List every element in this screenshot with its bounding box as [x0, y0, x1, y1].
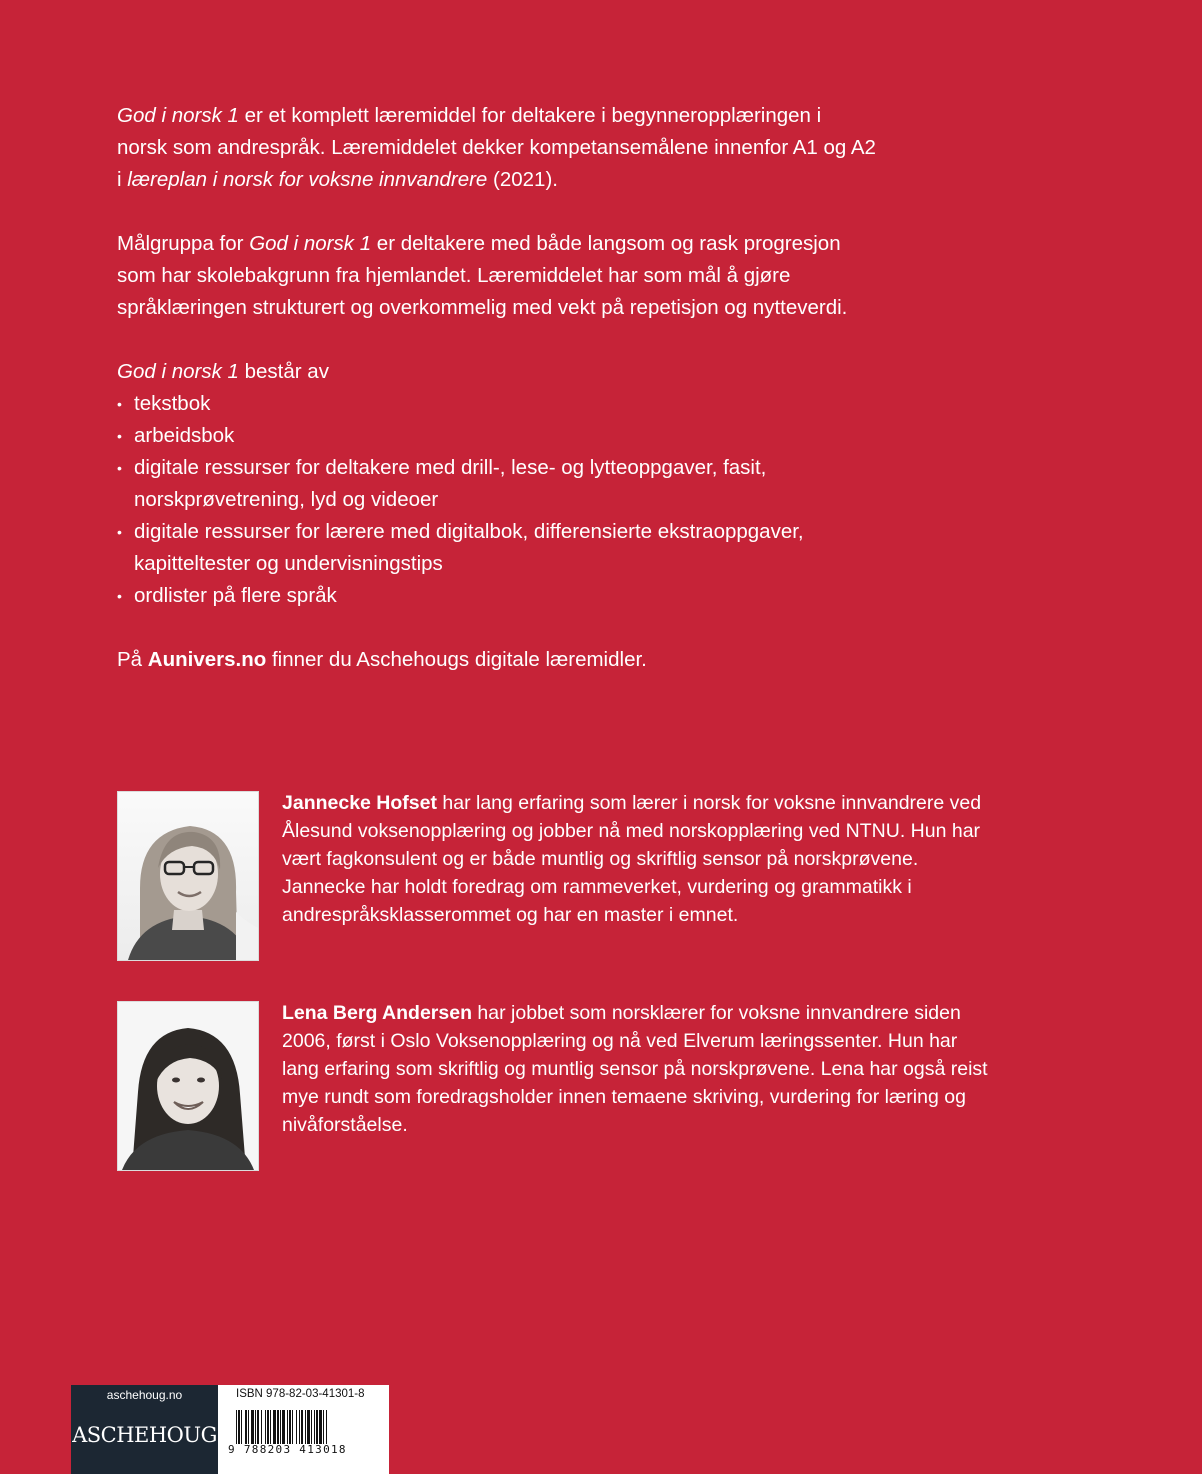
- curriculum-title: læreplan i norsk for voksne innvandrere: [127, 168, 488, 191]
- book-title: God i norsk 1: [249, 232, 372, 255]
- author-bio: Jannecke Hofset har lang erfaring som lærer i norsk for voksne innvandrere ved Ålesund voksenopplæring og jobber nå med norskopplæring ved NTNU. Hun har vært fagkonsulent og er både muntlig og skriftlig sensor på norskprøvene. Jannecke har holdt foredrag om rammeverket, vurdering og grammatikk i andrespråksklasserommet og har en master i emnet.: [282, 792, 982, 926]
- publisher-logo: ASCHEHOUG: [72, 1423, 217, 1447]
- components-list: [117, 388, 877, 612]
- list-item: • digitale ressurser for deltakere med drill-, lese- og lytteoppgaver, fasit, norskprøvetrening, lyd og videoer: [117, 452, 877, 516]
- author-name: Lena Berg Andersen: [282, 1002, 472, 1024]
- list-item: • arbeidsbok: [117, 420, 877, 452]
- back-cover-footer: [71, 1385, 389, 1474]
- website-name: Aunivers.no: [147, 648, 267, 671]
- description: [117, 100, 877, 708]
- isbn-block: [218, 1385, 389, 1474]
- author-name: Jannecke Hofset: [282, 792, 437, 814]
- list-item: • digitale ressurser for lærere med digitalbok, differensierte ekstraoppgaver, kapitteltester og undervisningstips: [117, 516, 877, 580]
- barcode-icon: [236, 1410, 379, 1444]
- author-photo: [117, 1001, 259, 1171]
- isbn-label: ISBN 978-82-03-41301-8: [236, 1388, 365, 1400]
- intro-paragraph-4: På Aunivers.no finner du Aschehougs digitale læremidler.: [117, 648, 647, 671]
- author-bio: Lena Berg Andersen har jobbet som norsklærer for voksne innvandrere siden 2006, først i Oslo Voksenopplæring og nå ved Elverum læringssenter. Hun har lang erfaring som skriftlig og muntlig sensor på norskprøvene. Lena har også reist mye rundt som foredragsholder innen temaene skriving, vurdering for læring og nivåforståelse.: [282, 1002, 988, 1136]
- intro-paragraph-2: Målgruppa for God i norsk 1 er deltakere med både langsom og rask progresjon som har skolebakgrunn fra hjemlandet. Læremiddelet har som mål å gjøre språklæringen strukturert og overkommelig med vekt på repetisjon og nytteverdi.: [117, 232, 848, 319]
- book-title: God i norsk 1: [117, 360, 239, 383]
- publisher-block: [71, 1385, 218, 1474]
- author-photo: [117, 791, 259, 961]
- barcode-number: 9 788203 413018: [228, 1443, 347, 1456]
- components-intro: God i norsk 1 består av: [117, 360, 329, 383]
- list-item: • ordlister på flere språk: [117, 580, 877, 612]
- list-item: • tekstbok: [117, 388, 877, 420]
- book-title: God i norsk 1: [117, 104, 239, 127]
- publisher-url: aschehoug.no: [106, 1388, 183, 1402]
- intro-paragraph-1: God i norsk 1 er et komplett læremiddel for deltakere i begynneropplæringen i norsk som andrespråk. Læremiddelet dekker kompetansemålene innenfor A1 og A2 i læreplan i norsk for voksne innvandrere (2021).: [117, 104, 876, 191]
